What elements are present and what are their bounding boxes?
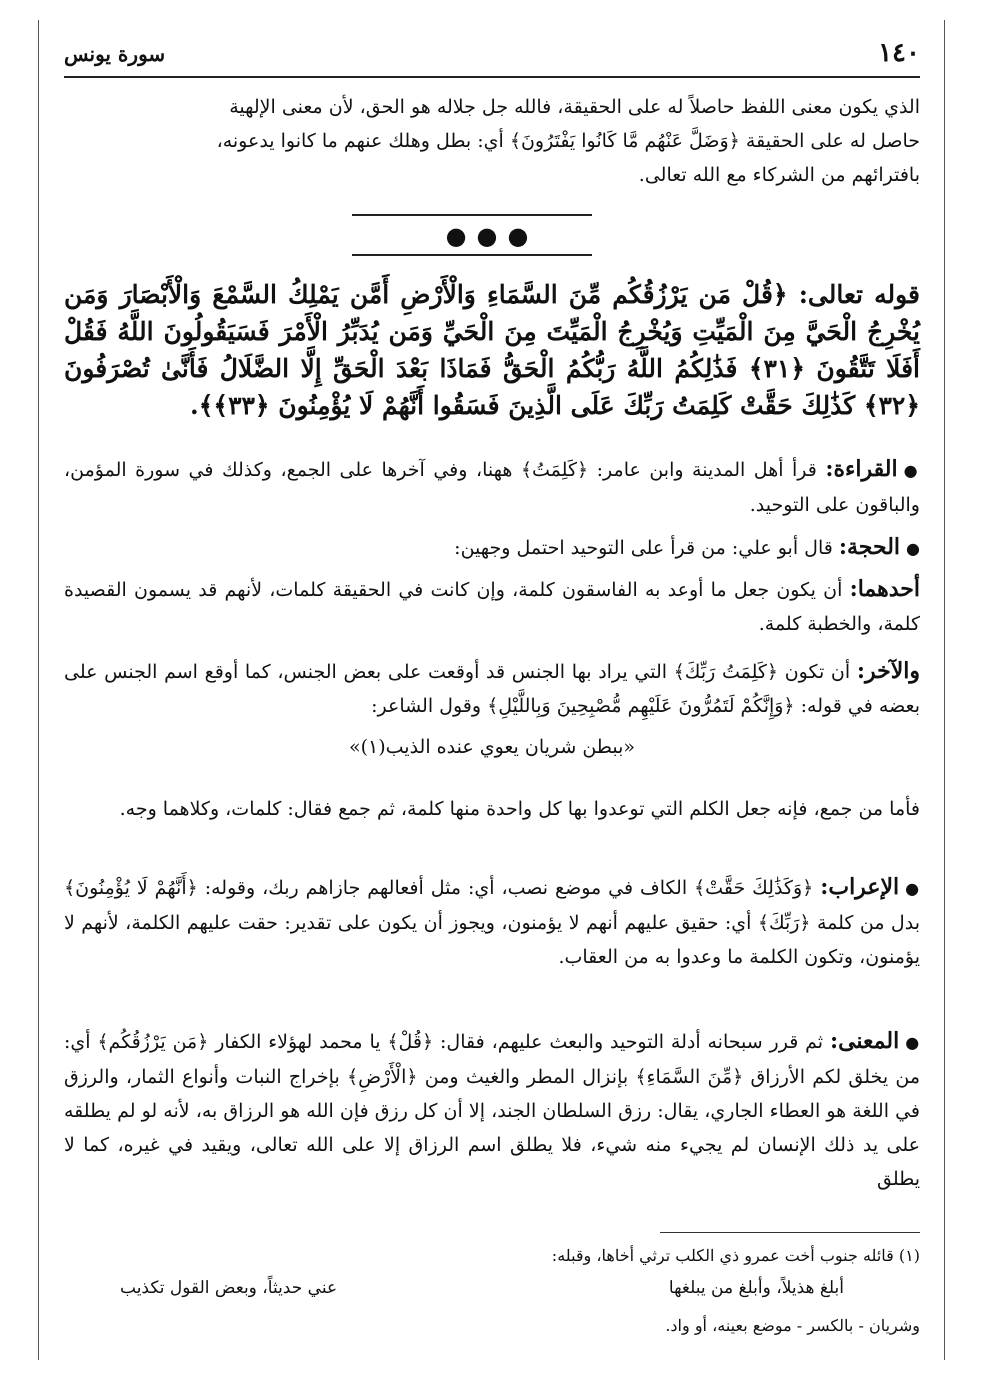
irab-text: ﴿وَكَذَٰلِكَ حَقَّتْ﴾ الكاف في موضع نصب، أي: مثل أفعالهم جازاهم ربك، وقوله: ﴿أَنَّهُمْ لَا يُؤْمِنُونَ﴾ بدل من كلمة ﴿رَبِّكَ﴾ أي: حقيق عليهم أنهم لا يؤمنون، ويجوز أن يكون على تقدير: حقت عليهم الكلمة، لأنهم لا يؤمنون، وتكون الكلمة ما وعدوا به من العقاب. — [64, 877, 920, 968]
section-separator: ●●● — [445, 222, 539, 250]
footnote-line: (١) قائله جنوب أخت عمرو ذي الكلب ترثي أخاها، وقبله: — [551, 1246, 920, 1265]
first-aspect — [64, 572, 920, 641]
poetry-quote: «ببطن شريان يعوي عنده الذيب(١)» — [348, 736, 636, 758]
intro-paragraph — [64, 90, 920, 192]
header-rule — [64, 76, 920, 78]
qiraa-section — [64, 452, 920, 522]
maana-text: ثم قرر سبحانه أدلة التوحيد والبعث عليهم، فقال: ﴿قُلْ﴾ يا محمد لهؤلاء الكفار ﴿مَن يَرْزُقُكُم﴾ أي: من يخلق لكم الأرزاق ﴿مِّنَ السَّمَاءِ﴾ بإنزال المطر والغيث ومن ﴿الْأَرْضِ﴾ بإخراج النبات وأنواع الثمار، والرزق في اللغة هو العطاء الجاري، يقال: رزق السلطان الجند، إلا أن كل رزق فإن الله هو الرزاق به، لأنه لو لم يطلقه على يد ذلك الإنسان لم يجيء منه شيء، فلا يطلق اسم الرزاق إلا على الله تعالى، ويقيد في غيره، كما لا يطلق — [64, 1031, 920, 1190]
maana-section — [64, 1024, 920, 1196]
first-text: أن يكون جعل ما أوعد به الفاسقون كلمة، وإن كانت في الحقيقة كلمات، لأنهم قد يسمون القصيدة كلمة، والخطبة كلمة. — [64, 579, 920, 635]
maana-label: المعنى: — [829, 1028, 900, 1054]
separator-rule-bottom — [352, 254, 592, 256]
intro-line: حاصل له على الحقيقة ﴿وَضَلَّ عَنْهُم مَّا كَانُوا يَفْتَرُونَ﴾ أي: بطل وهلك عنهم ما كانوا يدعونه، — [216, 130, 920, 152]
page-border-left — [38, 20, 39, 1360]
page-number: ١٤٠ — [878, 38, 920, 68]
page-header — [64, 38, 920, 72]
other-text: أن تكون ﴿كَلِمَتُ رَبِّكَ﴾ التي يراد بها الجنس قد أوقعت على بعض الجنس، كما أوقع اسم الجنس على بعضه في قوله: ﴿وَإِنَّكُمْ لَتَمُرُّونَ عَلَيْهِم مُّصْبِحِينَ وَبِاللَّيْلِ﴾ وقول الشاعر: — [64, 661, 920, 717]
intro-line: الذي يكون معنى اللفظ حاصلاً له على الحقيقة، فالله جل جلاله هو الحق، لأن معنى الإلهية — [229, 96, 920, 118]
bullet-icon: ● — [905, 879, 920, 898]
jam-paragraph: فأما من جمع، فإنه جعل الكلم التي توعدوا بها كل واحدة منها كلمة، ثم جمع فقال: كلمات، وكلاهما وجه. — [119, 798, 920, 820]
other-aspect — [64, 654, 920, 723]
separator-rule-top — [352, 214, 592, 216]
other-label: والآخر: — [856, 658, 920, 684]
qiraa-label: القراءة: — [825, 456, 898, 482]
irab-section — [64, 870, 920, 974]
verse-label: قوله تعالى: — [798, 280, 920, 309]
bullet-icon: ● — [905, 1033, 920, 1052]
hujja-label: الحجة: — [838, 534, 901, 560]
verse-text: ﴿قُلْ مَن يَرْزُقُكُم مِّنَ السَّمَاءِ وَالْأَرْضِ أَمَّن يَمْلِكُ السَّمْعَ وَالْأَبْصَارَ وَمَن يُخْرِجُ الْحَيَّ مِنَ الْمَيِّتِ وَيُخْرِجُ الْمَيِّتَ مِنَ الْحَيِّ وَمَن يُدَبِّرُ الْأَمْرَ فَسَيَقُولُونَ اللَّهُ فَقُلْ أَفَلَا تَتَّقُونَ ﴿٣١﴾ فَذَٰلِكُمُ اللَّهُ رَبُّكُمُ الْحَقُّ فَمَاذَا بَعْدَ الْحَقِّ إِلَّا الضَّلَالُ فَأَنَّىٰ تُصْرَفُونَ ﴿٣٢﴾ كَذَٰلِكَ حَقَّتْ كَلِمَتُ رَبِّكَ عَلَى الَّذِينَ فَسَقُوا أَنَّهُمْ لَا يُؤْمِنُونَ ﴿٣٣﴾﴾. — [64, 280, 920, 420]
irab-label: الإعراب: — [820, 874, 900, 900]
qiraa-text: قرأ أهل المدينة وابن عامر: ﴿كَلِمَتُ﴾ ههنا، وفي آخرها على الجمع، وكذلك في سورة المؤمن، والباقون على التوحيد. — [64, 459, 920, 516]
footnote-poem — [120, 1278, 844, 1308]
poem-second-half: عني حديثاً، وبعض القول تكذيب — [120, 1278, 338, 1298]
footnote-line: وشريان - بالكسر - موضع بعينه، أو واد. — [665, 1316, 920, 1335]
page-border-right — [944, 20, 945, 1360]
bullet-icon: ● — [903, 461, 920, 480]
intro-line: بافترائهم من الشركاء مع الله تعالى. — [638, 164, 920, 186]
surah-title: سورة يونس — [64, 42, 166, 66]
first-label: أحدهما: — [849, 576, 920, 602]
quran-verse-block — [64, 276, 920, 424]
bullet-icon: ● — [906, 539, 920, 558]
hujja-text: قال أبو علي: من قرأ على التوحيد احتمل وجهين: — [454, 537, 833, 559]
poem-first-half: أبلغ هذيلاً، وأبلغ من يبلغها — [668, 1278, 844, 1298]
footnote-rule — [660, 1232, 920, 1233]
hujja-section — [64, 530, 920, 566]
